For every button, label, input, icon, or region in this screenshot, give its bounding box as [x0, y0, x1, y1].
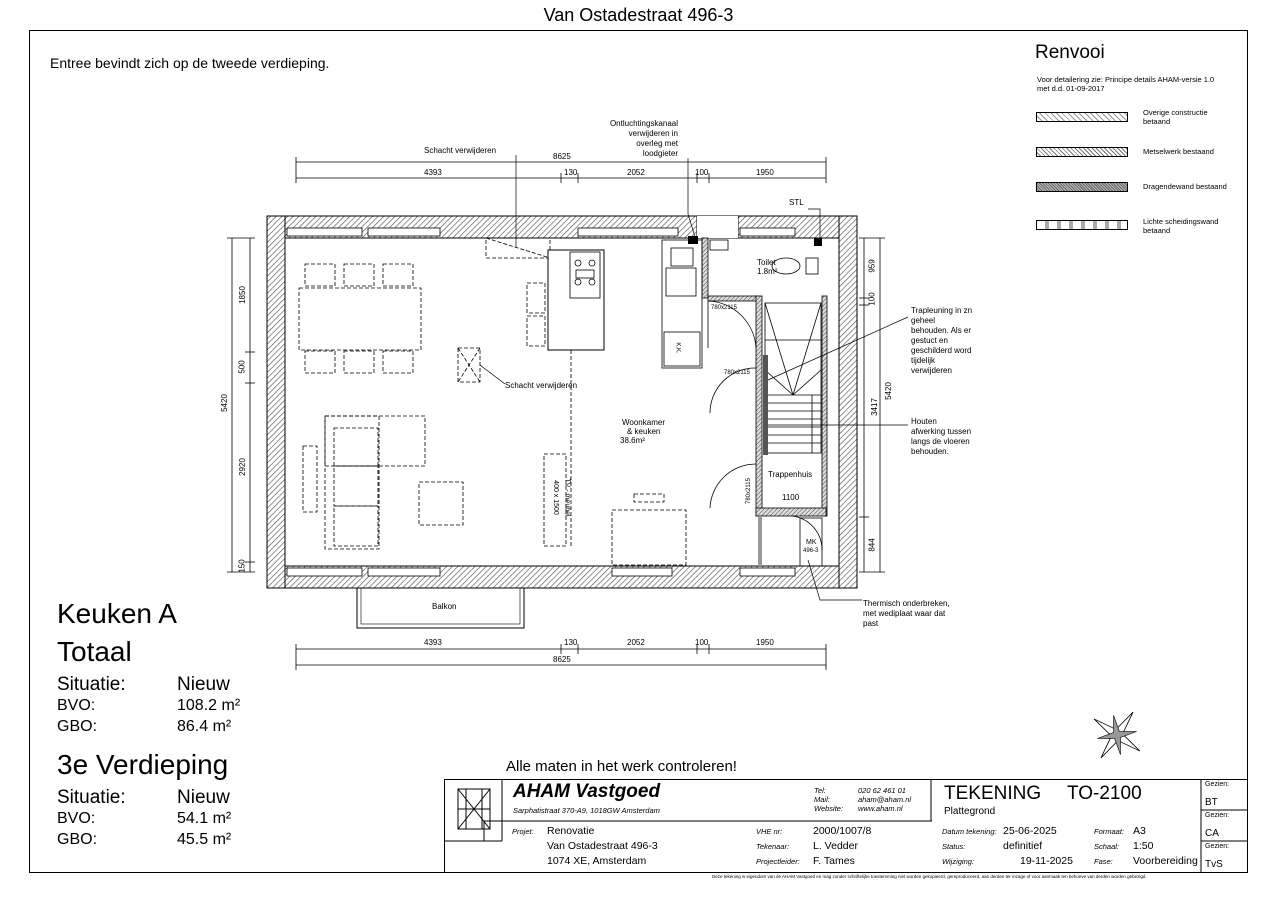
room-mk: MK	[806, 539, 817, 546]
room-toilet: Toilet	[757, 258, 776, 267]
note-wood-finish: Houten afwerking tussen langs de vloeren behouden.	[911, 417, 972, 456]
address-line-2: 1074 XE, Amsterdam	[547, 855, 647, 867]
vhe-value: 2000/1007/8	[813, 825, 872, 837]
door-label-2: 780x2115	[724, 370, 750, 376]
room-mk-unit: 496-3	[803, 548, 819, 554]
status-label: Status:	[942, 842, 966, 851]
seen-value-3: TvS	[1205, 859, 1223, 870]
scale-label: Schaal:	[1094, 842, 1120, 851]
note-ventilation: Ontluchtingskanaal verwijderen in overleg met loodgieter	[609, 119, 678, 158]
dim-right-seg-1: 959	[867, 259, 877, 273]
stair-width: 1100	[782, 493, 800, 502]
mail-label: Mail:	[814, 795, 830, 804]
phase-value: Voorbereiding	[1133, 855, 1198, 867]
door-label-3: 780x2115	[745, 478, 752, 504]
floor-gbo-value: 45.5 m²	[177, 831, 232, 848]
seen-label-3: Gezien:	[1205, 843, 1230, 850]
legend-note-1: Voor detailering zie: Principe details AHAM-versie 1.0	[1037, 75, 1215, 84]
situation-label: Situatie:	[57, 674, 126, 695]
project-value: Renovatie	[547, 825, 595, 837]
phase-label: Fase:	[1094, 857, 1113, 866]
tel-label: Tel:	[814, 786, 826, 795]
format-label: Formaat:	[1094, 827, 1125, 836]
dim-left-seg-1: 1850	[237, 286, 247, 304]
dim-right-seg-2: 100	[867, 292, 877, 306]
dim-top-seg-3: 2052	[627, 168, 645, 177]
dim-top-seg-1: 4393	[424, 168, 442, 177]
drawer-value: L. Vedder	[813, 840, 858, 852]
bvo-value: 108.2 m²	[177, 697, 241, 714]
total-title: Totaal	[57, 636, 132, 667]
legend-label-partition: Lichte scheidingswand betaand	[1143, 217, 1219, 235]
dim-right-total: 5420	[883, 382, 893, 400]
seen-value-2: CA	[1205, 828, 1219, 839]
format-value: A3	[1133, 825, 1146, 837]
tel-value: 020 62 461 01	[858, 786, 906, 795]
room-toilet-area: 1.8m²	[757, 267, 778, 276]
dim-left-seg-2: 500	[237, 360, 247, 374]
floor-bvo-value: 54.1 m²	[177, 810, 232, 827]
seen-value-1: BT	[1205, 797, 1218, 808]
dim-bottom-seg-1: 4393	[424, 638, 442, 647]
room-living-2: & keuken	[627, 427, 661, 436]
floor-bvo-label: BVO:	[57, 810, 96, 827]
room-stairwell: Trappenhuis	[768, 470, 813, 479]
dim-top-seg-2: 130	[564, 168, 578, 177]
status-value: definitief	[1003, 840, 1043, 852]
project-label: Projet:	[512, 827, 534, 836]
page-title: Van Ostadestraat 496-3	[543, 5, 734, 25]
floor-title: 3e Verdieping	[57, 749, 229, 780]
lead-value: F. Tames	[813, 855, 855, 867]
seen-label-2: Gezien:	[1205, 812, 1230, 819]
revision-value: 19-11-2025	[1020, 855, 1073, 867]
scale-value: 1:50	[1133, 840, 1154, 852]
floor-situation-value: Nieuw	[177, 787, 230, 808]
door-label-1: 780x2115	[711, 305, 737, 311]
company-address: Sarphatistraat 370-A9, 1018GW Amsterdam	[513, 806, 660, 815]
address-line-1: Van Ostadestraat 496-3	[547, 840, 658, 852]
dim-bottom-seg-4: 100	[695, 638, 709, 647]
note-railing: Trapleuning in zn geheel behouden. Als er gestuct en geschilderd word tijdelijk verwijderen	[911, 306, 973, 375]
drawing-number: TO-2100	[1067, 783, 1142, 804]
floor-situation-label: Situatie:	[57, 787, 126, 808]
dim-bottom-seg-3: 2052	[627, 638, 645, 647]
dim-right-seg-4: 844	[867, 538, 877, 552]
dim-bottom-total: 8625	[553, 655, 571, 664]
north-compass-icon	[1078, 696, 1156, 774]
tv-label: TV - meubel	[563, 478, 571, 517]
dim-right-seg-3: 3417	[869, 398, 879, 416]
legend-label-construction: Overige constructie betaand	[1143, 108, 1208, 126]
room-kk: K.K.	[674, 342, 681, 354]
gbo-value: 86.4 m²	[177, 718, 232, 735]
stl-label: STL	[789, 198, 804, 207]
bvo-label: BVO:	[57, 697, 96, 714]
room-living: Woonkamer	[622, 418, 665, 427]
dim-bottom-seg-5: 1950	[756, 638, 774, 647]
revision-label: Wijziging:	[942, 857, 975, 866]
dim-bottom-seg-2: 130	[564, 638, 578, 647]
lead-label: Projectleider:	[756, 857, 800, 866]
note-thermal: Thermisch onderbreken, met wediplaat waar dat past	[863, 599, 950, 628]
situation-value: Nieuw	[177, 674, 230, 695]
legend-title: Renvooi	[1035, 42, 1105, 63]
date-value: 25-06-2025	[1003, 825, 1057, 837]
gbo-label: GBO:	[57, 718, 98, 735]
dim-top-total: 8625	[553, 152, 571, 161]
note-schacht-2: Schacht verwijderen	[505, 381, 578, 390]
room-living-area: 38.6m²	[620, 436, 645, 445]
floor-gbo-label: GBO:	[57, 831, 98, 848]
check-note: Alle maten in het werk controleren!	[506, 758, 737, 775]
company-name: AHAM Vastgoed	[513, 781, 661, 802]
drawing-type: Plattegrond	[944, 806, 996, 817]
room-balcony: Balkon	[432, 602, 457, 611]
dim-top-seg-4: 100	[695, 168, 709, 177]
dim-top-seg-5: 1950	[756, 168, 774, 177]
drawer-label: Tekenaar:	[756, 842, 790, 851]
vhe-label: VHE nr:	[756, 827, 783, 836]
seen-label-1: Gezien:	[1205, 781, 1230, 788]
date-label: Datum tekening:	[942, 827, 997, 836]
tv-size: 400 x 1500	[551, 480, 559, 515]
entrance-note: Entree bevindt zich op de tweede verdieping.	[50, 55, 330, 71]
legend-note-2: met d.d. 01-09-2017	[1037, 84, 1105, 93]
dim-left-seg-3: 2920	[237, 458, 247, 476]
website-value: www.aham.nl	[858, 804, 903, 813]
aham-logo-icon	[458, 789, 490, 829]
drawing-heading: TEKENING	[944, 783, 1042, 804]
mail-value: aham@aham.nl	[858, 795, 912, 804]
copyright-note: Deze tekening is eigendom van de AHAM Vastgoed en mag zonder schriftelijke toestemming niet worden gekopieerd, gereproduceerd, aan derden ter inzage of voor aanmaak ten behoeve van derden worden gebezigd.	[712, 874, 1147, 879]
legend-label-masonry: Metselwerk bestaand	[1143, 147, 1214, 156]
unit-name: Keuken A	[57, 598, 177, 629]
website-label: Website:	[814, 804, 844, 813]
dim-left-seg-4: 150	[237, 559, 247, 573]
dim-left-total: 5420	[219, 394, 229, 412]
legend-label-loadbearing: Dragendewand bestaand	[1143, 182, 1227, 191]
note-schacht-1: Schacht verwijderen	[424, 146, 497, 155]
